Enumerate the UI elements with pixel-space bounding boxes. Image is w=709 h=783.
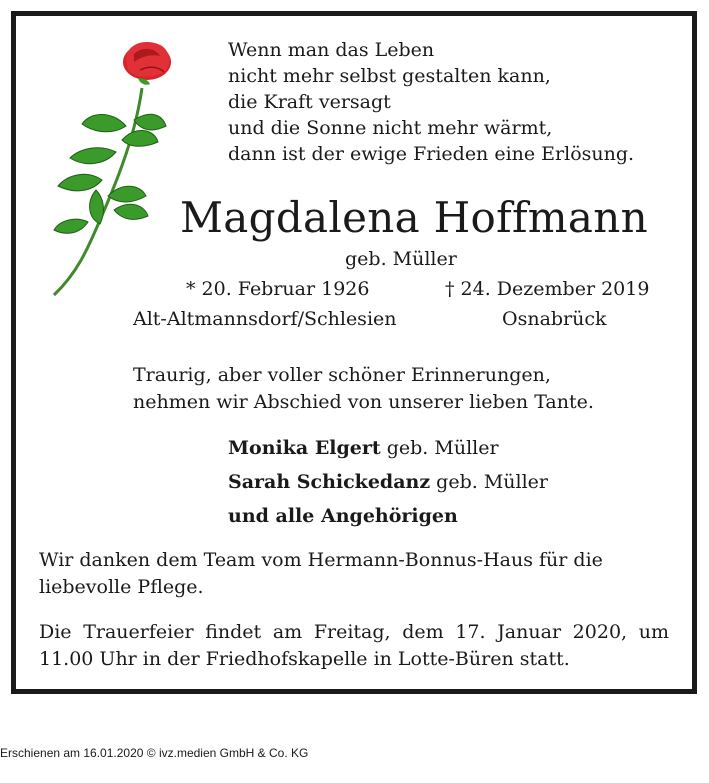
mourner bbox=[228, 431, 548, 465]
ceremony-text: Die Trauerfeier findet am Freitag, dem 17. Januar 2020, um 11.00 Uhr in der Friedhofskapelle in Lotte-Büren statt. bbox=[39, 621, 669, 670]
publication-footer: Erschienen am 16.01.2020 © ivz.medien GmbH & Co. KG bbox=[0, 746, 309, 760]
rose-illustration bbox=[30, 40, 180, 300]
maiden-name: geb. Müller bbox=[345, 248, 457, 270]
birth-place: Alt-Altmannsdorf/Schlesien bbox=[133, 308, 397, 330]
mourners-list bbox=[228, 431, 548, 533]
poem-line: nicht mehr selbst gestalten kann, bbox=[228, 65, 551, 87]
thanks-text: Wir danken dem Team vom Hermann-Bonnus-Haus für die liebevolle Pflege. bbox=[39, 549, 603, 598]
death-place: Osnabrück bbox=[502, 308, 607, 330]
poem-line: dann ist der ewige Frieden eine Erlösung. bbox=[228, 143, 635, 165]
poem-line: die Kraft versagt bbox=[228, 91, 391, 113]
poem bbox=[228, 37, 634, 167]
farewell-line: nehmen wir Abschied von unserer lieben Tante. bbox=[133, 391, 594, 413]
mourner bbox=[228, 499, 548, 533]
mourner bbox=[228, 465, 548, 499]
poem-line: und die Sonne nicht mehr wärmt, bbox=[228, 117, 553, 139]
mourner-name: und alle Angehörigen bbox=[228, 505, 458, 527]
mourner-name: Sarah Schickedanz bbox=[228, 471, 431, 493]
birth-date: * 20. Februar 1926 bbox=[186, 278, 370, 300]
poem-line: Wenn man das Leben bbox=[228, 39, 435, 61]
farewell-line: Traurig, aber voller schöner Erinnerungen, bbox=[133, 364, 551, 386]
farewell-text bbox=[133, 362, 594, 416]
mourner-suffix: geb. Müller bbox=[380, 437, 499, 459]
deceased-name: Magdalena Hoffmann bbox=[180, 193, 648, 242]
mourner-suffix: geb. Müller bbox=[430, 471, 548, 493]
mourner-name: Monika Elgert bbox=[228, 437, 381, 459]
death-date: † 24. Dezember 2019 bbox=[445, 278, 650, 300]
